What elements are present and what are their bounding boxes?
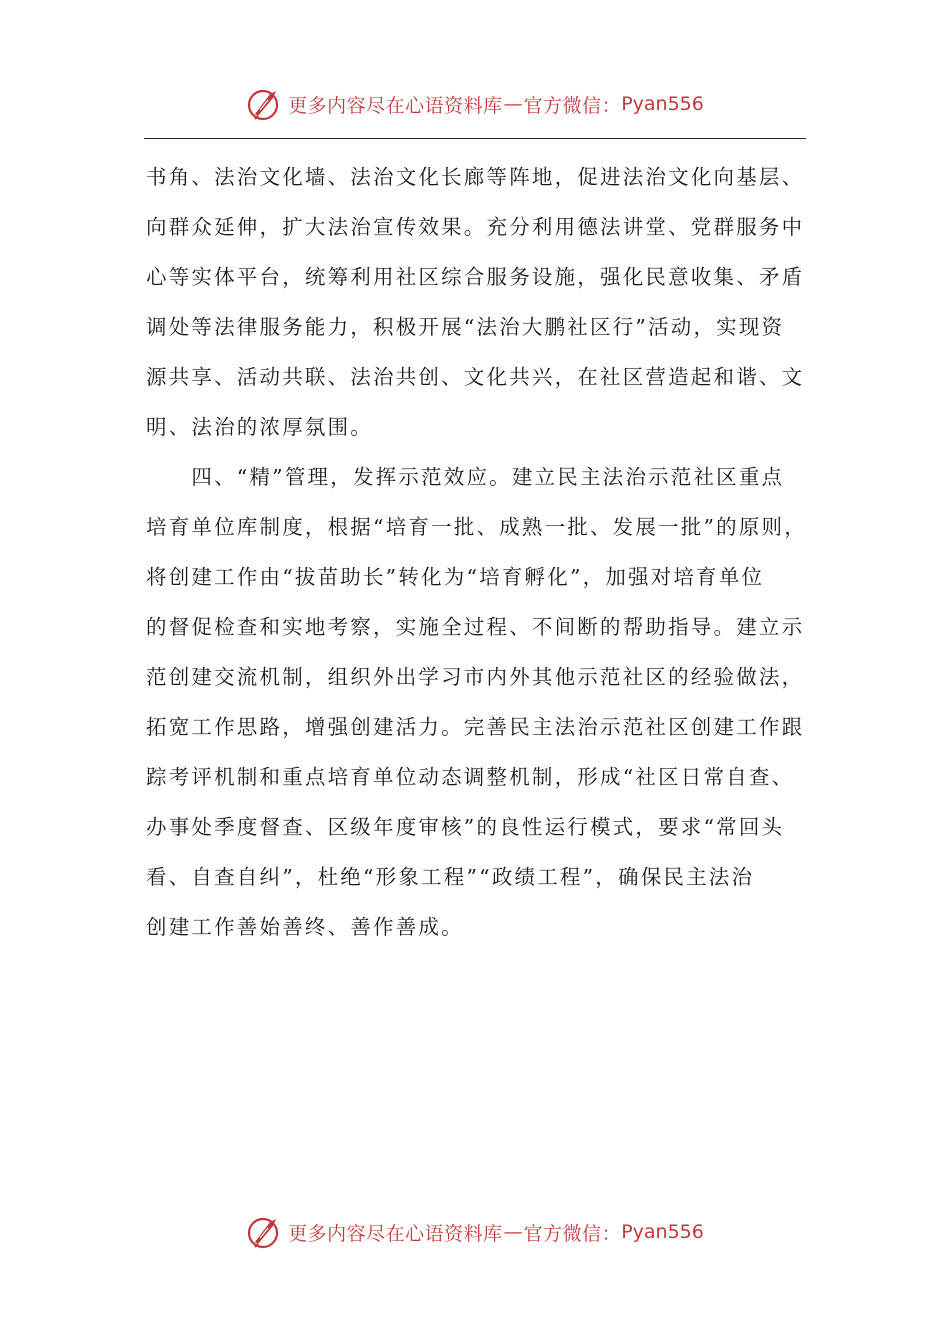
- text-line: 的督促检查和实地考察，实施全过程、不间断的帮助指导。建立示: [146, 615, 805, 639]
- text-line: 拓宽工作思路，增强创建活力。完善民主法治示范社区创建工作跟: [146, 715, 805, 739]
- quill-pen-logo-icon: [246, 1214, 282, 1250]
- footer-banner-id: Pyan556: [621, 1221, 704, 1243]
- text-line: 明、法治的浓厚氛围。: [146, 415, 373, 439]
- quill-pen-logo-icon: [246, 86, 282, 122]
- text-line: 四、“精”管理，发挥示范效应。建立民主法治示范社区重点: [146, 465, 785, 489]
- header-divider: [144, 138, 806, 139]
- header-banner: [0, 84, 950, 124]
- text-line: 调处等法律服务能力，积极开展“法治大鹏社区行”活动，实现资: [146, 315, 785, 339]
- header-banner-text: 更多内容尽在心语资料库: [288, 94, 503, 117]
- text-line: 源共享、活动共联、法治共创、文化共兴，在社区营造起和谐、文: [146, 365, 805, 389]
- footer-banner: [0, 1212, 950, 1252]
- document-body: [146, 152, 810, 952]
- footer-banner-contact: 官方微信：: [523, 1222, 622, 1245]
- text-line: 培育单位库制度，根据“培育一批、成熟一批、发展一批”的原则，: [146, 515, 807, 539]
- footer-banner-text: 更多内容尽在心语资料库: [288, 1222, 503, 1245]
- text-line: 创建工作善始善终、善作善成。: [146, 915, 464, 939]
- text-line: 向群众延伸，扩大法治宣传效果。充分利用德法讲堂、党群服务中: [146, 215, 805, 239]
- text-line: 办事处季度督查、区级年度审核”的良性运行模式，要求“常回头: [146, 815, 785, 839]
- footer-banner-separator: —: [503, 1221, 523, 1243]
- text-line: 心等实体平台，统筹利用社区综合服务设施，强化民意收集、矛盾: [146, 265, 805, 289]
- text-line: 将创建工作由“拔苗助长”转化为“培育孵化”，加强对培育单位: [146, 565, 765, 589]
- header-banner-separator: —: [503, 93, 523, 115]
- header-banner-contact: 官方微信：: [523, 94, 622, 117]
- text-line: 范创建交流机制，组织外出学习市内外其他示范社区的经验做法，: [146, 665, 805, 689]
- header-banner-id: Pyan556: [621, 93, 704, 115]
- text-line: 书角、法治文化墙、法治文化长廊等阵地，促进法治文化向基层、: [146, 165, 805, 189]
- text-line: 看、自查自纠”，杜绝“形象工程”“政绩工程”，确保民主法治: [146, 865, 755, 889]
- text-line: 踪考评机制和重点培育单位动态调整机制，形成“社区日常自查、: [146, 765, 795, 789]
